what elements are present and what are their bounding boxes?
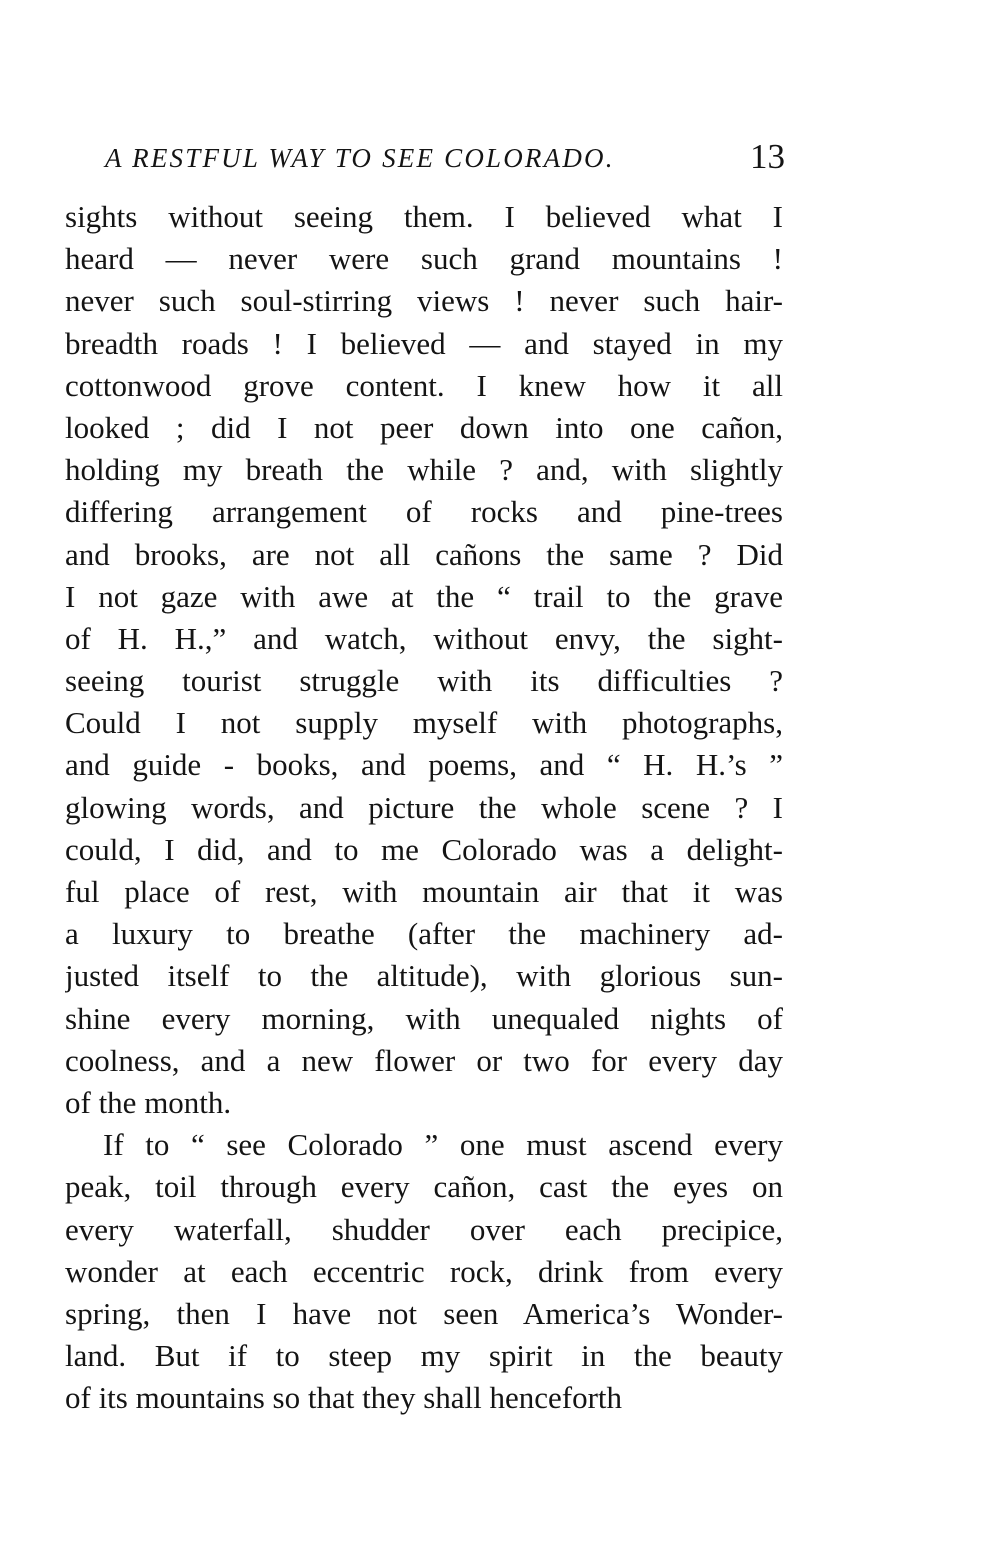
text-line: holding my breath the while ? and, with slightly [65, 452, 783, 488]
body-text [65, 196, 783, 1419]
paragraph [65, 1124, 783, 1419]
text-line: of the month. [65, 1084, 232, 1120]
running-head [105, 138, 785, 182]
text-line: heard — never were such grand mountains ! [65, 241, 783, 277]
running-title: A RESTFUL WAY TO SEE COLORADO. [105, 143, 615, 173]
text-line: looked ; did I not peer down into one cañon, [65, 409, 783, 445]
text-line: a luxury to breathe (after the machinery ad- [65, 916, 783, 952]
text-line: of H. H.,” and watch, without envy, the sight- [65, 620, 783, 656]
text-line: breadth roads ! I believed — and stayed in my [65, 325, 783, 361]
text-line: ful place of rest, with mountain air that it was [65, 874, 783, 909]
page-number: 13 [750, 137, 785, 176]
text-line: land. But if to steep my spirit in the beauty [65, 1338, 783, 1374]
text-line: differing arrangement of rocks and pine-trees [65, 494, 783, 530]
text-line: glowing words, and picture the whole scene ? I [65, 789, 783, 825]
text-line: every waterfall, shudder over each precipice, [65, 1211, 783, 1247]
text-line: never such soul-stirring views ! never such hair- [65, 283, 783, 319]
text-line: could, I did, and to me Colorado was a delight- [65, 831, 783, 867]
text-line: justed itself to the altitude), with glorious sun- [65, 958, 783, 994]
text-line: cottonwood grove content. I knew how it all [65, 367, 783, 403]
text-line: wonder at each eccentric rock, drink from every [65, 1253, 783, 1289]
text-line: peak, toil through every cañon, cast the eyes on [65, 1169, 783, 1205]
text-line: and guide - books, and poems, and “ H. H.’s ” [65, 747, 783, 783]
text-line: of its mountains so that they shall henceforth [65, 1380, 623, 1416]
text-line: coolness, and a new flower or two for every day [65, 1042, 783, 1078]
text-line: seeing tourist struggle with its difficulties ? [65, 663, 783, 699]
text-line: spring, then I have not seen America’s Wonder- [65, 1295, 783, 1331]
text-line: sights without seeing them. I believed what I [65, 199, 783, 234]
text-line: Could I not supply myself with photographs, [65, 705, 783, 741]
text-line: and brooks, are not all cañons the same ? Did [65, 536, 783, 572]
paragraph [65, 196, 783, 1124]
text-line: I not gaze with awe at the “ trail to the grave [65, 578, 783, 614]
text-line: shine every morning, with unequaled nights of [65, 1000, 783, 1036]
text-line: If to “ see Colorado ” one must ascend every [103, 1127, 783, 1163]
